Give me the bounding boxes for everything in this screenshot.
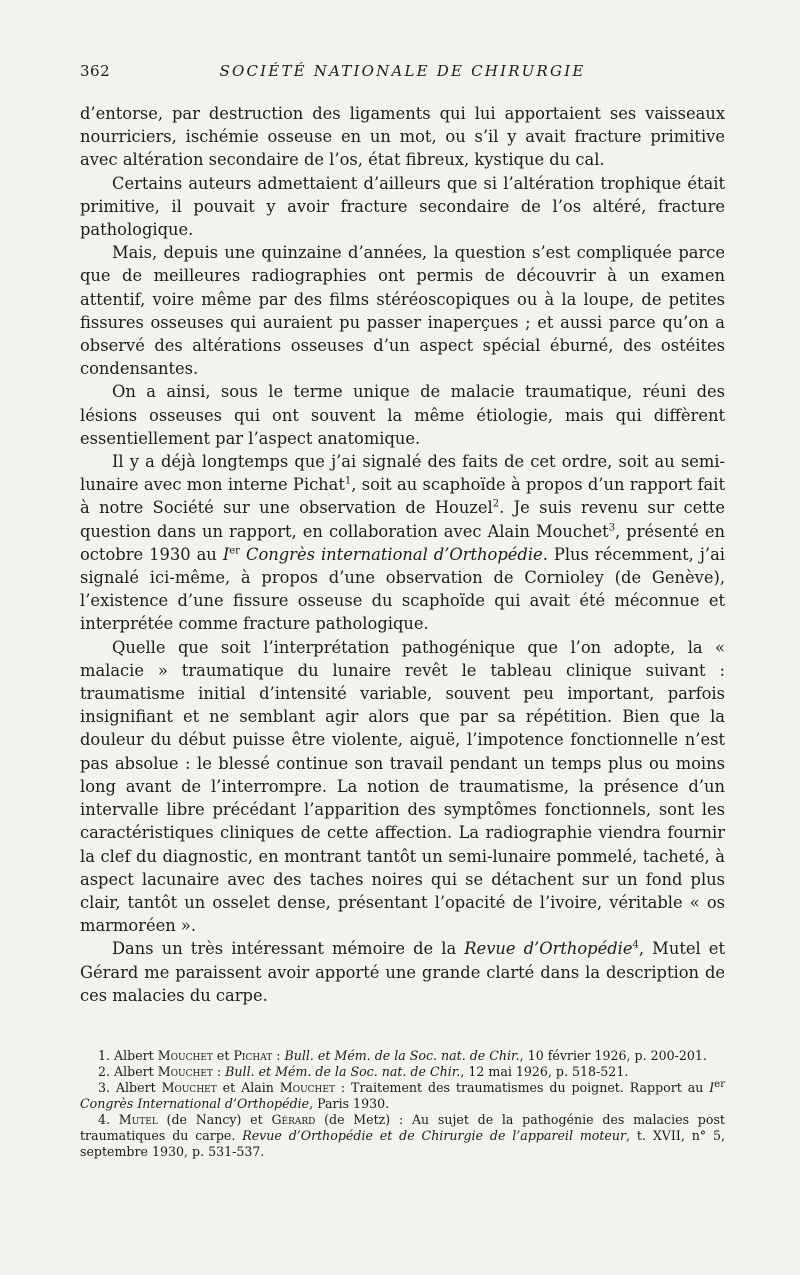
paragraph-5 (80, 450, 725, 636)
footnote-3 (80, 1080, 725, 1112)
footnote-1 (80, 1048, 725, 1064)
text-run: Dans un très intéressant mémoire de la (112, 939, 465, 959)
ordinal-suffix: er (714, 1078, 725, 1090)
footnote-text: : Traitement des traumatismes du poignet. Rapport au (334, 1080, 710, 1095)
text-run: . Plus récemment, j’ai signalé ici-même, à propos d’une observation de Cornioley (de Genève), l’existence d’une fissure osseuse du scaphoïde qui avait été méconnue et interprétée comme fracture pathologique. (80, 544, 725, 634)
footnote-text: , Paris 1930. (309, 1096, 390, 1111)
page-number: 362 (80, 62, 111, 80)
footnote-ref-2: 2 (492, 499, 500, 511)
ordinal-suffix: er (229, 545, 240, 557)
journal-title: Bull. et Mém. de la Soc. nat. de Chir. (284, 1048, 520, 1063)
author-name: Pichat (233, 1048, 273, 1063)
text-run: . Je suis revenu sur cette question dans un rapport, en collaboration avec Alain Mouchet (80, 498, 725, 541)
page-header (80, 62, 725, 86)
footnote-text: 3. Albert (98, 1080, 162, 1095)
footnote-text: et (212, 1048, 234, 1063)
author-name: Mouchet (157, 1064, 213, 1079)
author-name: Mutel (118, 1112, 158, 1127)
footnote-ref-1: 1 (344, 475, 352, 487)
paragraph-3: Mais, depuis une quinzaine d’années, la question s’est compliquée parce que de meilleures radiographies ont permis de découvrir à un examen attentif, voire même par des films stéréoscopiques ou à la loupe, de petites fissures osseuses qui auraient pu passer inaperçues ; et aussi parce qu’on a observé des altérations osseuses d’un aspect spécial éburné, des ostéites condensantes. (80, 243, 725, 379)
journal-title: Bull. et Mém. de la Soc. nat. de Chir. (225, 1064, 461, 1079)
body-text (80, 102, 725, 1007)
author-name: Mouchet (279, 1080, 335, 1095)
text-run: , soit au scaphoïde à propos d’un rapport fait à notre Société sur une observation de Houzel (80, 475, 725, 518)
footnote-text: 1. Albert (98, 1048, 158, 1063)
footnote-text: : (272, 1048, 285, 1063)
footnote-text: et Alain (216, 1080, 280, 1095)
footnote-text: , 10 février 1926, p. 200-201. (519, 1048, 707, 1063)
congress-title: Congrès International d’Orthopédie (80, 1096, 310, 1111)
footnote-4 (80, 1112, 725, 1160)
text-run: , présenté en octobre 1930 au (80, 521, 725, 564)
author-name: Mouchet (161, 1080, 217, 1095)
footnote-ref-4: 4 (632, 939, 639, 951)
footnote-text: , t. XVII, n° 5, septembre 1930, p. 531-537. (80, 1128, 725, 1159)
footnote-text: : (212, 1064, 226, 1079)
text-run: , Mutel et Gérard me paraissent avoir apporté une grande clarté dans la description de ces malacies du carpe. (80, 939, 725, 1005)
footnote-text: (de Nancy) et (157, 1112, 272, 1127)
footnote-ref-3: 3 (608, 522, 616, 534)
paragraph-4: On a ainsi, sous le terme unique de malacie traumatique, réuni des lésions osseuses qui ont souvent la même étiologie, mais qui diffèrent essentiellement par l’aspect anatomique. (80, 382, 725, 448)
ordinal-number: I (709, 1080, 715, 1095)
footnote-2 (80, 1064, 725, 1080)
paragraph-7 (80, 937, 725, 1007)
congress-title: Congrès international d’Orthopédie (239, 544, 543, 564)
footnote-text: (de Metz) : Au sujet de la pathogénie des malacies post traumatiques du carpe. (80, 1112, 725, 1143)
journal-title: Revue d’Orthopédie (464, 939, 633, 959)
footnote-text: 4. (98, 1112, 119, 1127)
footnote-text: , 12 mai 1926, p. 518-521. (460, 1064, 629, 1079)
footnote-text: 2. Albert (98, 1064, 158, 1079)
author-name: Gérard (271, 1112, 316, 1127)
journal-title: Revue d’Orthopédie et de Chirurgie de l’appareil moteur (242, 1128, 627, 1143)
paragraph-2: Certains auteurs admettaient d’ailleurs que si l’altération trophique était primitive, il pouvait y avoir fracture secondaire de l’os altéré, fracture pathologique. (80, 173, 725, 240)
paragraph-6: Quelle que soit l’interprétation pathogénique que l’on adopte, la « malacie » traumatique du lunaire revêt le tableau clinique suivant : traumatisme initial d’intensité variable, souvent peu important, parfois insignifiant et ne semblant agir alors que par sa répétition. Bien que la douleur du début puisse être violente, aiguë, l’impotence fonctionnelle n’est pas absolue : le blessé continue son travail pendant un temps plus ou moins long avant de l’interrompre. La notion de traumatisme, la présence d’un intervalle libre précédant l’apparition des symptômes fonctionnels, sont les caractéristiques cliniques de cette affection. La radiographie viendra fournir la clef du diagnostic, en montrant tantôt un semi-lunaire pommelé, tacheté, à aspect lacunaire avec des taches noires qui se détachent sur un fond plus clair, tantôt un osselet dense, présentant l’opacité de l’ivoire, véritable « os marmoréen ». (80, 637, 725, 936)
author-name: Mouchet (157, 1048, 213, 1063)
footnotes (80, 1048, 725, 1160)
text-run: Il y a déjà longtemps que j’ai signalé des faits de cet ordre, soit au semi-lunaire avec mon interne Pichat (80, 452, 725, 495)
running-head: SOCIÉTÉ NATIONALE DE CHIRURGIE (219, 62, 586, 80)
paragraph-1: d’entorse, par destruction des ligaments qui lui apportaient ses vaisseaux nourriciers, ischémie osseuse en un mot, ou s’il y avait fracture primitive avec altération secondaire de l’os, état fibreux, kystique du cal. (80, 104, 725, 170)
ordinal-number: I (222, 544, 230, 564)
